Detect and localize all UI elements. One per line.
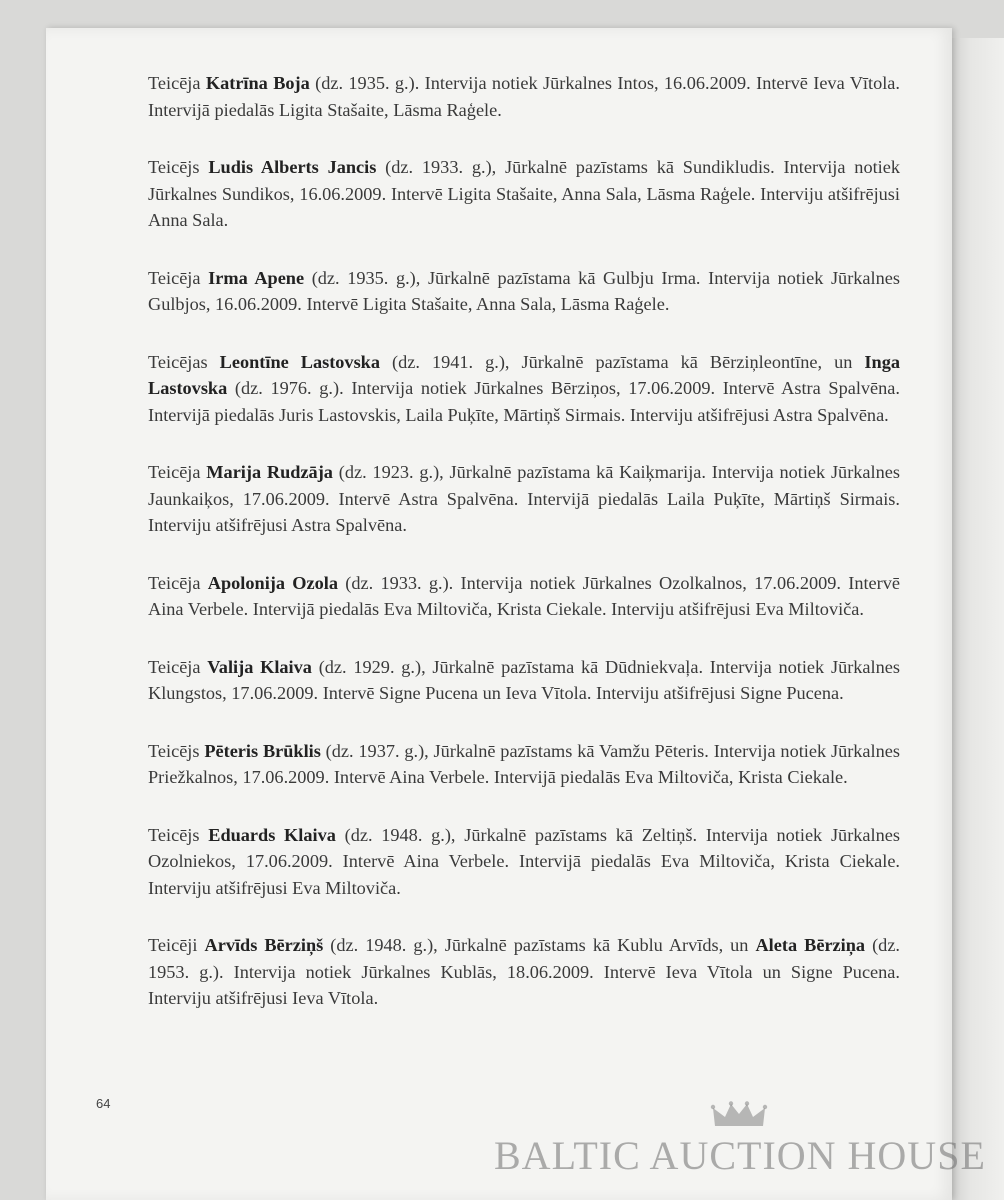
- entry-arvids-aleta-berzins: Teicēji Arvīds Bērziņš (dz. 1948. g.), Jūrkalnē pazīstams kā Kublu Arvīds, un Aleta Bērziņa (dz. 1953. g.). Intervija notiek Jūrkalnes Kublās, 18.06.2009. Intervē Ieva Vītola un Signe Pucena. Interviju atšifrējusi Ieva Vītola.: [148, 935, 900, 1008]
- crown-icon: [709, 1100, 769, 1130]
- narrator-name: Apolonija Ozola: [207, 572, 338, 593]
- narrator-name: Inga Lastovska: [148, 351, 900, 398]
- narrator-name: Pēteris Brūklis: [204, 740, 321, 761]
- narrator-name: Ludis Alberts Jancis: [208, 157, 377, 177]
- interview-entries: [148, 70, 900, 1043]
- narrator-name: Valija Klaiva: [207, 656, 312, 677]
- entry-eduards-klaiva: Teicējs Eduards Klaiva (dz. 1948. g.), Jūrkalnē pazīstams kā Zeltiņš. Intervija notiek Jūrkalnes Ozolniekos, 17.06.2009. Intervē Aina Verbele. Intervijā piedalās Eva Miltoviča, Krista Ciekale. Interviju atšifrējusi Eva Miltoviča.: [148, 824, 900, 898]
- watermark-text: BALTIC AUCTION HOUSE: [494, 1133, 986, 1178]
- narrator-name: Aleta Bērziņa: [755, 935, 866, 955]
- entry-peteris-bruklis: Teicējs Pēteris Brūklis (dz. 1937. g.), Jūrkalnē pazīstams kā Vamžu Pēteris. Intervija notiek Jūrkalnes Priežkalnos, 17.06.2009. Intervē Aina Verbele. Intervijā piedalās Eva Miltoviča, Krista Ciekale.: [148, 740, 900, 787]
- entry-valija-klaiva: Teicēja Valija Klaiva (dz. 1929. g.), Jūrkalnē pazīstama kā Dūdniekvaļa. Intervija notiek Jūrkalnes Klungstos, 17.06.2009. Intervē Signe Pucena un Ieva Vītola. Interviju atšifrējusi Signe Pucena.: [148, 656, 900, 703]
- entry-leontine-inga-lastovska: Teicējas Leontīne Lastovska (dz. 1941. g.), Jūrkalnē pazīstama kā Bērziņleontīne, un Inga Lastovska (dz. 1976. g.). Intervija notiek Jūrkalnes Bērziņos, 17.06.2009. Intervē Astra Spalvēna. Intervijā piedalās Juris Lastovskis, Laila Puķīte, Mārtiņš Sirmais. Interviju atšifrējusi Astra Spalvēna.: [148, 351, 900, 425]
- narrator-name: Arvīds Bērziņš: [204, 935, 324, 955]
- narrator-name: Irma Apene: [208, 267, 305, 288]
- entry-irma-apene: Teicēja Irma Apene (dz. 1935. g.), Jūrkalnē pazīstama kā Gulbju Irma. Intervija notiek Jūrkalnes Gulbjos, 16.06.2009. Intervē Ligita Stašaite, Anna Sala, Lāsma Raģele.: [148, 267, 900, 314]
- entry-apolonija-ozola: Teicēja Apolonija Ozola (dz. 1933. g.). Intervija notiek Jūrkalnes Ozolkalnos, 17.06.2009. Intervē Aina Verbele. Intervijā piedalās Eva Miltoviča, Krista Ciekale. Interviju atšifrējusi Eva Miltoviča.: [148, 572, 900, 619]
- next-page-edge: [948, 38, 1004, 1200]
- narrator-name: Marija Rudzāja: [206, 462, 333, 482]
- entry-ludis-alberts-jancis: Teicējs Ludis Alberts Jancis (dz. 1933. g.), Jūrkalnē pazīstams kā Sundikludis. Intervija notiek Jūrkalnes Sundikos, 16.06.2009. Intervē Ligita Stašaite, Anna Sala, Lāsma Raģele. Interviju atšifrējusi Anna Sala.: [148, 157, 901, 230]
- book-page: [46, 28, 952, 1200]
- entry-katrina-boja: Teicēja Katrīna Boja (dz. 1935. g.). Intervija notiek Jūrkalnes Intos, 16.06.2009. Intervē Ieva Vītola. Intervijā piedalās Ligita Stašaite, Lāsma Raģele.: [148, 73, 900, 120]
- narrator-name: Eduards Klaiva: [208, 824, 336, 845]
- narrator-name: Leontīne Lastovska: [219, 351, 380, 372]
- narrator-name: Katrīna Boja: [205, 73, 310, 93]
- watermark: [494, 1100, 984, 1179]
- entry-marija-rudzaja: Teicēja Marija Rudzāja (dz. 1923. g.), Jūrkalnē pazīstama kā Kaiķmarija. Intervija notiek Jūrkalnes Jaunkaiķos, 17.06.2009. Intervē Astra Spalvēna. Intervijā piedalās Laila Puķīte, Mārtiņš Sirmais. Interviju atšifrējusi Astra Spalvēna.: [148, 462, 900, 535]
- page-number: 64: [96, 1096, 111, 1111]
